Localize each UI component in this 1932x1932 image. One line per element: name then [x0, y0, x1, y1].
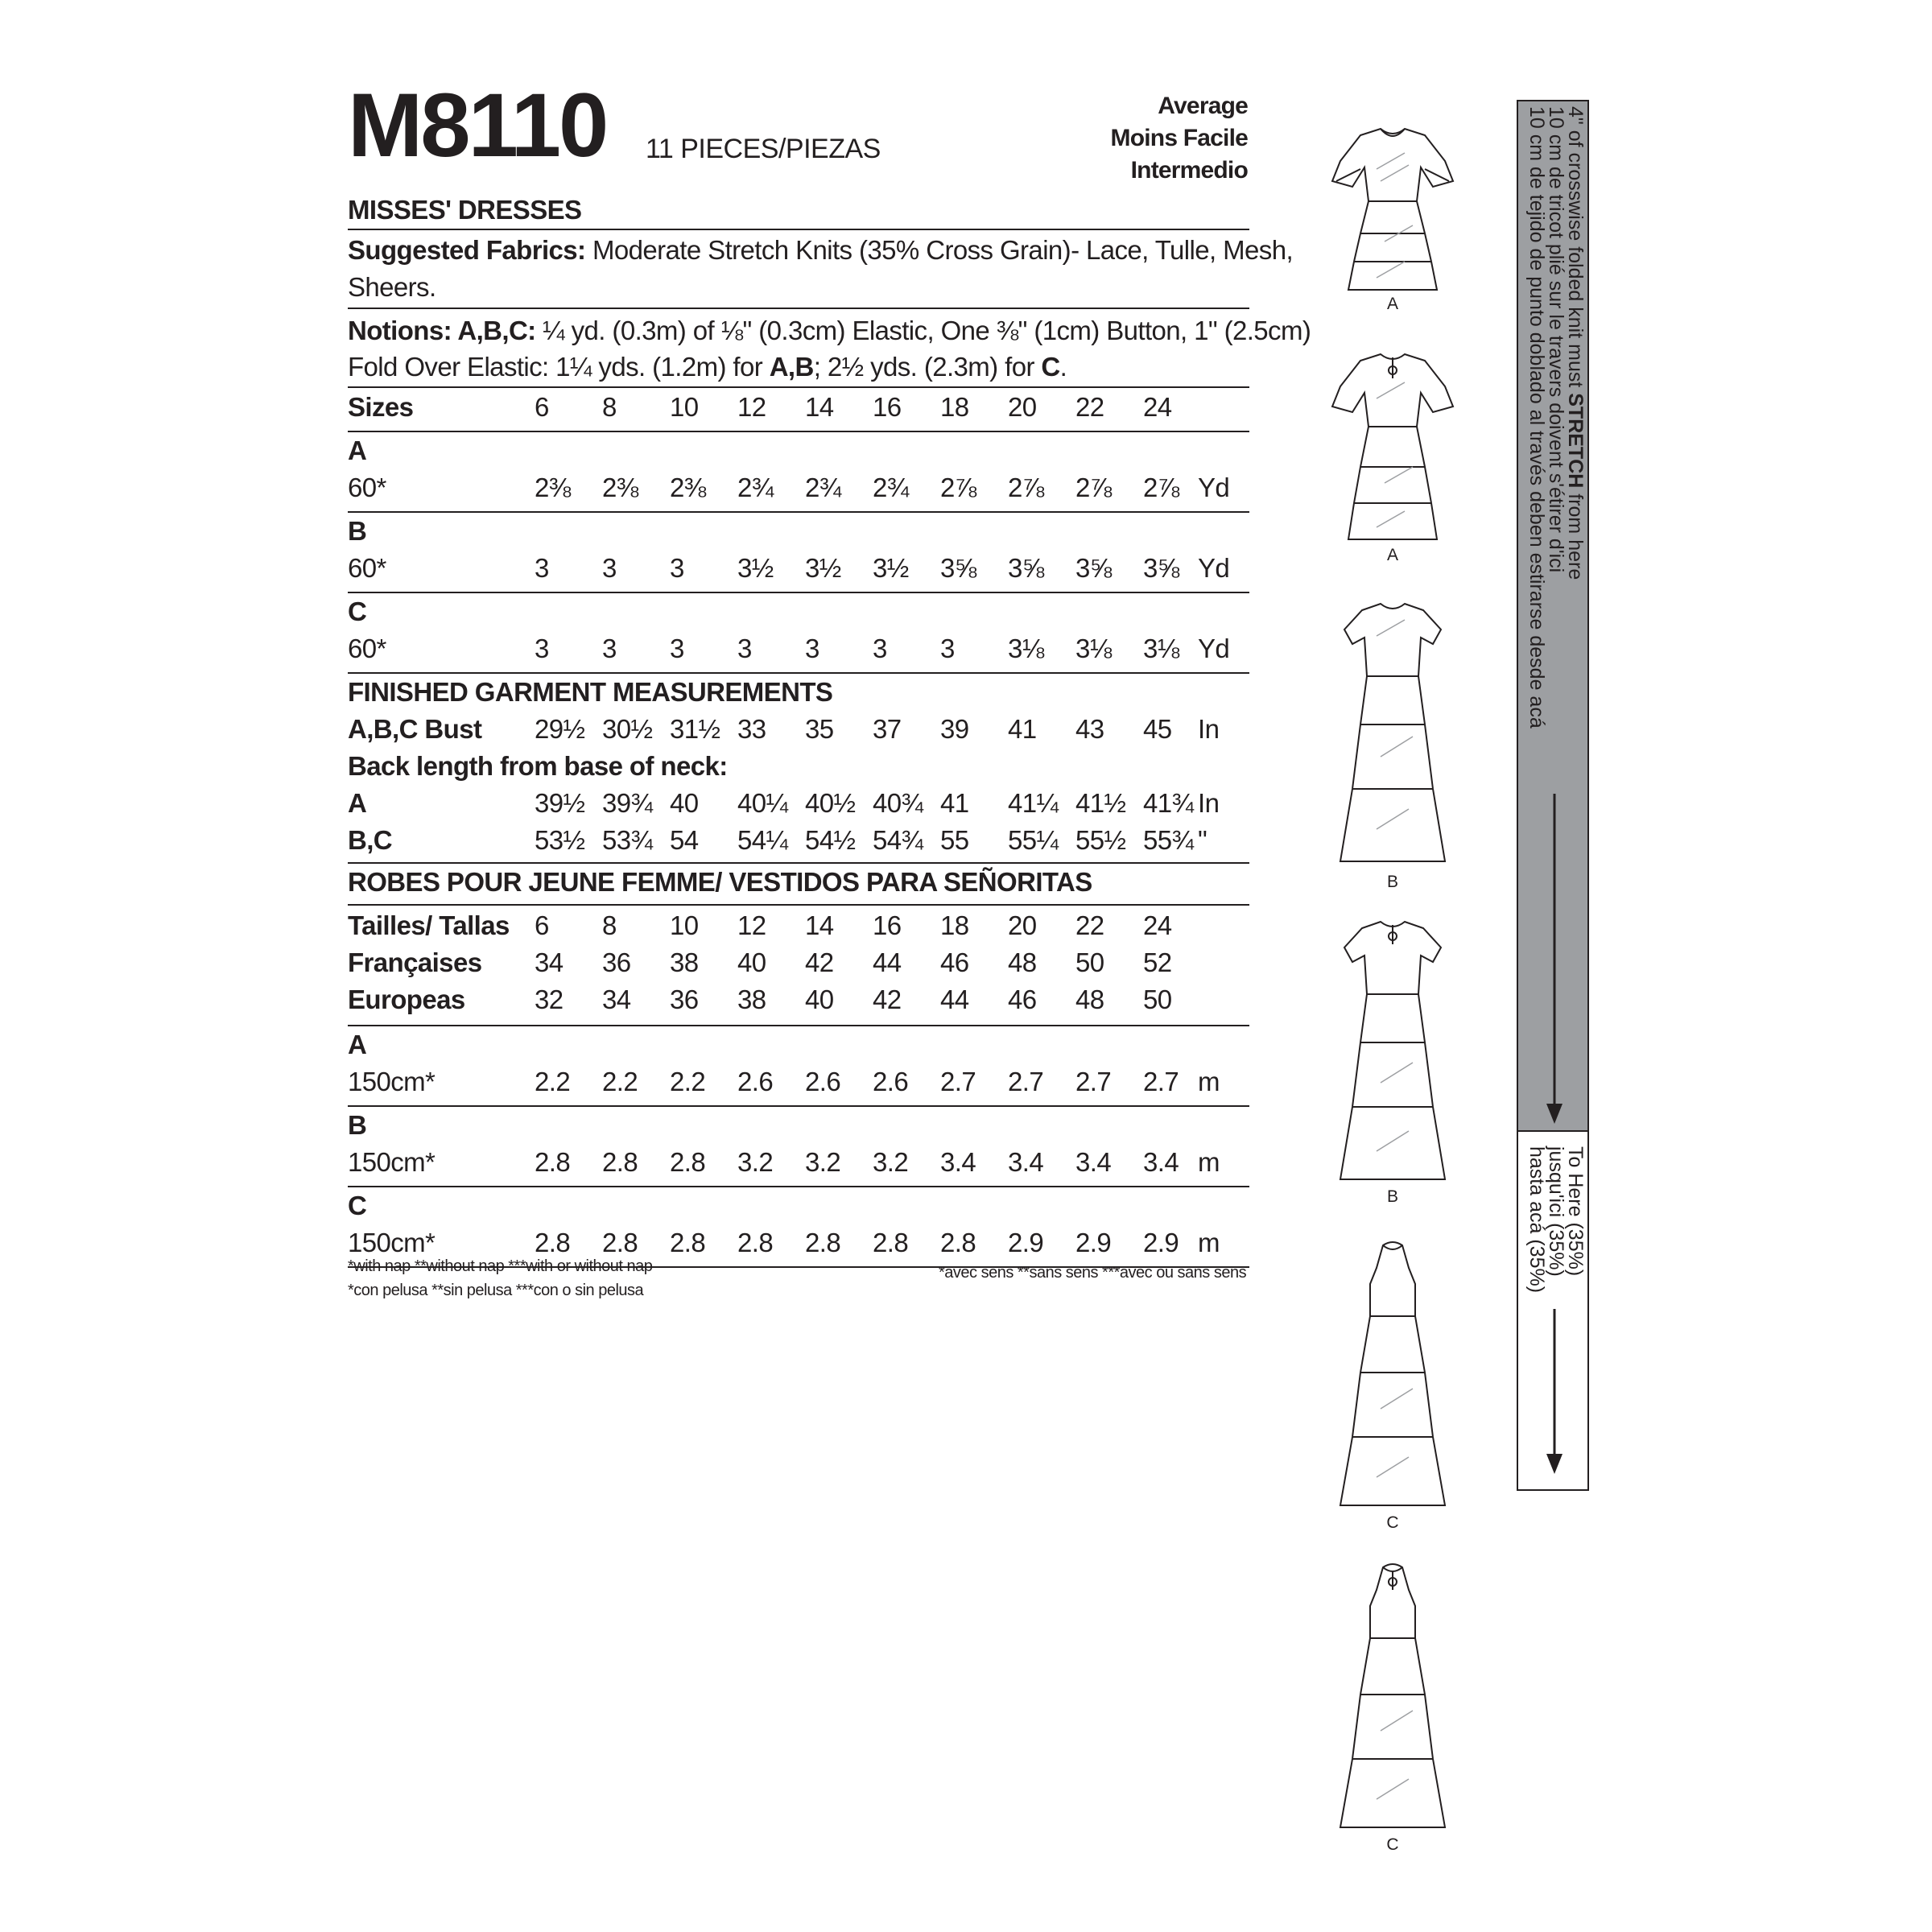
table-cell: 54½ — [805, 825, 856, 855]
view-label: B — [348, 516, 367, 546]
metric-view-a-row — [348, 1067, 1249, 1104]
table-cell: 54 — [670, 825, 699, 855]
table-cell: 2⅜ — [670, 473, 706, 502]
table-cell: 3 — [737, 634, 752, 663]
table-cell: 55½ — [1075, 825, 1126, 855]
dress-illustration-view-b-front — [1312, 596, 1473, 891]
table-cell: 14 — [805, 392, 834, 422]
pattern-number: M8110 — [348, 75, 607, 175]
view-label: B — [348, 1110, 367, 1140]
table-cell: 16 — [873, 392, 902, 422]
table-cell: 2.8 — [873, 1228, 909, 1257]
unit-label: In — [1198, 788, 1220, 818]
notions-text-part: . — [1059, 352, 1067, 382]
fabrics-text: Moderate Stretch Knits (35% Cross Grain)- Lace, Tulle, Mesh, — [585, 235, 1294, 265]
table-cell: 41¾ — [1143, 788, 1194, 818]
unit-label: Yd — [1198, 473, 1230, 502]
table-cell: 3½ — [873, 553, 909, 583]
table-cell: 3⅝ — [1143, 553, 1179, 583]
divider — [348, 1186, 1249, 1187]
table-cell: 48 — [1075, 985, 1104, 1014]
table-cell: 34 — [535, 947, 564, 977]
divider — [348, 1105, 1249, 1107]
suggested-fabrics — [348, 235, 1293, 266]
table-cell: 3.2 — [737, 1147, 774, 1177]
sizes-row — [348, 392, 1249, 429]
metric-view-b-row — [348, 1147, 1249, 1184]
table-cell: 2.8 — [670, 1228, 706, 1257]
table-cell: 2.9 — [1143, 1228, 1179, 1257]
footnote-en: *with nap **without nap ***with or without nap — [348, 1257, 653, 1275]
table-cell: 39¾ — [602, 788, 653, 818]
gauge-text-fr: 10 cm de tricot plié sur le travers doivent s'étirer d'ici — [1545, 106, 1567, 573]
stretch-gauge — [1517, 100, 1589, 1491]
notions-views-ab: A,B — [769, 352, 814, 382]
francaises-row — [348, 947, 1249, 985]
table-cell: 22 — [1075, 910, 1104, 940]
table-cell: 3 — [602, 553, 617, 583]
metric-view-c-heading — [348, 1191, 1249, 1228]
table-cell: 3.4 — [1143, 1147, 1179, 1177]
table-cell: 29½ — [535, 714, 585, 744]
footnote-fr: *avec sens **sans sens ***avec ou sans sens — [939, 1264, 1247, 1282]
gauge-bottom-text-en: To Here (35%) — [1564, 1146, 1587, 1277]
suggested-fabrics-cont: Sheers. — [348, 272, 436, 302]
metric-heading — [348, 867, 1249, 904]
table-cell: 41½ — [1075, 788, 1126, 818]
table-cell: 3.4 — [1075, 1147, 1112, 1177]
table-cell: 3⅛ — [1075, 634, 1112, 663]
dress-illustration-view-a-front — [1312, 121, 1473, 313]
back-length-heading — [348, 751, 1249, 788]
table-cell: 12 — [737, 392, 766, 422]
table-cell: 38 — [737, 985, 766, 1014]
table-cell: 40¾ — [873, 788, 923, 818]
notions-label: Notions: A,B,C: — [348, 316, 536, 345]
table-cell: 41 — [940, 788, 969, 818]
table-cell: 41 — [1008, 714, 1037, 744]
table-cell: 3⅝ — [1075, 553, 1112, 583]
table-cell: 2⅞ — [1075, 473, 1112, 502]
metric-heading-text: ROBES POUR JEUNE FEMME/ VESTIDOS PARA SEÑORITAS — [348, 867, 1092, 897]
view-label-b-back: B — [1386, 1187, 1398, 1206]
table-cell: 34 — [602, 985, 631, 1014]
table-cell: 2.8 — [805, 1228, 841, 1257]
table-cell: 2.8 — [737, 1228, 774, 1257]
table-cell: 3⅛ — [1143, 634, 1179, 663]
table-cell: 2.8 — [940, 1228, 976, 1257]
row-label: A,B,C Bust — [348, 714, 482, 744]
gauge-text-es: 10 cm de tejido de punto doblado al través deben estirarse desde acá — [1525, 106, 1548, 729]
table-cell: 20 — [1008, 392, 1037, 422]
table-cell: 2.9 — [1008, 1228, 1044, 1257]
unit-label: Yd — [1198, 634, 1230, 663]
table-cell: 48 — [1008, 947, 1037, 977]
table-cell: 3 — [873, 634, 887, 663]
view-c-yardage-row — [348, 634, 1249, 671]
dress-a-drawing — [1312, 121, 1473, 298]
view-c-heading — [348, 597, 1249, 634]
gauge-bottom-text-fr: jusqu'ici (35%) — [1545, 1146, 1567, 1277]
table-cell: 3 — [940, 634, 955, 663]
table-cell: 44 — [940, 985, 969, 1014]
row-label: 150cm* — [348, 1067, 436, 1096]
dress-b-drawing — [1312, 596, 1473, 869]
table-cell: 2⅜ — [535, 473, 571, 502]
table-cell: 3½ — [805, 553, 841, 583]
dress-a-back-drawing — [1312, 346, 1473, 547]
footnote-es: *con pelusa **sin pelusa ***con o sin pelusa — [348, 1282, 644, 1299]
gauge-text-part: 4" of crosswise folded knit must — [1564, 106, 1587, 394]
europeas-row — [348, 985, 1249, 1022]
table-cell: 30½ — [602, 714, 653, 744]
dress-illustration-view-c-back — [1312, 1558, 1473, 1854]
notions-text-part: ; 2½ yds. (2.3m) for — [813, 352, 1042, 382]
table-cell: 50 — [1075, 947, 1104, 977]
table-cell: 2.2 — [535, 1067, 571, 1096]
table-cell: 2.6 — [873, 1067, 909, 1096]
view-a-yardage-row — [348, 473, 1249, 510]
table-cell: 38 — [670, 947, 699, 977]
table-cell: 2⅜ — [602, 473, 638, 502]
unit-label: m — [1198, 1228, 1220, 1257]
divider — [348, 229, 1249, 230]
table-cell: 55¼ — [1008, 825, 1059, 855]
view-label-b: B — [1386, 873, 1398, 891]
gauge-stretch-word: STRETCH — [1564, 393, 1587, 489]
table-cell: 2.2 — [670, 1067, 706, 1096]
notions-cont — [348, 352, 1067, 382]
divider — [348, 308, 1249, 309]
dress-illustration-view-b-back — [1312, 914, 1473, 1206]
table-cell: 3⅝ — [1008, 553, 1044, 583]
dress-b-back-drawing — [1312, 914, 1473, 1187]
table-cell: 35 — [805, 714, 834, 744]
metric-view-a-heading — [348, 1030, 1249, 1067]
table-cell: 42 — [805, 947, 834, 977]
divider — [348, 862, 1249, 864]
row-label: 150cm* — [348, 1147, 436, 1177]
row-label: Europeas — [348, 985, 465, 1014]
fabrics-label: Suggested Fabrics: — [348, 235, 586, 265]
table-cell: 3 — [535, 553, 549, 583]
gauge-text-part: from here — [1564, 488, 1587, 580]
back-length-label: Back length from base of neck: — [348, 751, 728, 781]
back-length-a-row — [348, 788, 1249, 825]
row-label: 60* — [348, 473, 386, 502]
notions-text: ¼ yd. (0.3m) of ⅛" (0.3cm) Elastic, One ⅜" (1cm) Button, 1" (2.5cm) — [535, 316, 1311, 345]
table-cell: 2⅞ — [1008, 473, 1044, 502]
table-cell: 8 — [602, 910, 617, 940]
table-cell: 2.8 — [535, 1228, 571, 1257]
unit-label: m — [1198, 1067, 1220, 1096]
dress-illustration-view-c-front — [1312, 1236, 1473, 1532]
bust-row — [348, 714, 1249, 751]
difficulty-es: Intermedio — [1130, 157, 1248, 184]
view-label: C — [348, 597, 367, 626]
table-cell: 3⅝ — [940, 553, 976, 583]
view-label: A — [348, 1030, 367, 1059]
notions-view-c: C — [1041, 352, 1060, 382]
table-cell: 2.7 — [1008, 1067, 1044, 1096]
unit-label: m — [1198, 1147, 1220, 1177]
table-cell: 33 — [737, 714, 766, 744]
view-b-yardage-row — [348, 553, 1249, 590]
table-cell: 2.8 — [602, 1147, 638, 1177]
unit-label: In — [1198, 714, 1220, 744]
row-label: 150cm* — [348, 1228, 436, 1257]
table-cell: 2.8 — [670, 1147, 706, 1177]
difficulty-rating — [1046, 90, 1248, 187]
table-cell: 3 — [602, 634, 617, 663]
table-cell: 3 — [670, 634, 684, 663]
divider — [348, 1025, 1249, 1026]
tailles-row — [348, 910, 1249, 947]
table-cell: 22 — [1075, 392, 1104, 422]
table-cell: 2¾ — [737, 473, 774, 502]
table-cell: 39½ — [535, 788, 585, 818]
unit-label: Yd — [1198, 553, 1230, 583]
piece-count: 11 PIECES/PIEZAS — [646, 134, 881, 164]
table-cell: 2⅞ — [940, 473, 976, 502]
dress-c-back-drawing — [1312, 1558, 1473, 1835]
table-cell: 40½ — [805, 788, 856, 818]
table-cell: 2.7 — [1143, 1067, 1179, 1096]
view-a-heading — [348, 436, 1249, 473]
table-cell: 8 — [602, 392, 617, 422]
table-cell: 18 — [940, 910, 969, 940]
table-cell: 3½ — [737, 553, 774, 583]
table-cell: 2.9 — [1075, 1228, 1112, 1257]
view-b-heading — [348, 516, 1249, 553]
table-cell: 3 — [805, 634, 819, 663]
table-cell: 2¾ — [805, 473, 841, 502]
table-cell: 36 — [670, 985, 699, 1014]
difficulty-en: Average — [1158, 93, 1248, 119]
table-cell: 54¾ — [873, 825, 923, 855]
table-cell: 54¼ — [737, 825, 788, 855]
view-label-c-back: C — [1386, 1835, 1399, 1854]
divider — [348, 386, 1249, 388]
table-cell: 3.2 — [805, 1147, 841, 1177]
table-cell: 37 — [873, 714, 902, 744]
metric-view-b-heading — [348, 1110, 1249, 1147]
table-cell: 42 — [873, 985, 902, 1014]
divider — [348, 511, 1249, 513]
view-label-a-back: A — [1386, 546, 1398, 564]
divider — [348, 672, 1249, 674]
table-cell: 40 — [805, 985, 834, 1014]
table-cell: 55¾ — [1143, 825, 1194, 855]
divider — [348, 592, 1249, 593]
table-cell: 40¼ — [737, 788, 788, 818]
table-cell: 14 — [805, 910, 834, 940]
notions-text-part: Fold Over Elastic: 1¼ yds. (1.2m) for — [348, 352, 770, 382]
table-cell: 2.7 — [1075, 1067, 1112, 1096]
table-cell: 16 — [873, 910, 902, 940]
table-cell: 6 — [535, 392, 549, 422]
row-label: Sizes — [348, 392, 414, 422]
table-cell: 2¾ — [873, 473, 909, 502]
table-cell: 10 — [670, 910, 699, 940]
table-cell: 3.4 — [940, 1147, 976, 1177]
back-length-bc-row — [348, 825, 1249, 862]
difficulty-fr: Moins Facile — [1110, 125, 1248, 151]
table-cell: 39 — [940, 714, 969, 744]
imperial-yardage-table — [348, 392, 1249, 1268]
section-heading-misses-dresses: MISSES' DRESSES — [348, 195, 582, 225]
notions — [348, 316, 1311, 346]
table-cell: 3.4 — [1008, 1147, 1044, 1177]
table-cell: 41¼ — [1008, 788, 1059, 818]
table-cell: 32 — [535, 985, 564, 1014]
divider — [348, 904, 1249, 906]
table-cell: 36 — [602, 947, 631, 977]
table-cell: 20 — [1008, 910, 1037, 940]
table-cell: 3.2 — [873, 1147, 909, 1177]
table-cell: 12 — [737, 910, 766, 940]
row-label: 60* — [348, 553, 386, 583]
view-label-a: A — [1386, 295, 1398, 313]
table-cell: 18 — [940, 392, 969, 422]
gauge-text-en — [1565, 106, 1586, 580]
table-cell: 2⅞ — [1143, 473, 1179, 502]
arrow-down-icon — [1542, 1309, 1567, 1486]
finished-heading — [348, 677, 1249, 714]
row-label: 60* — [348, 634, 386, 663]
row-label: B,C — [348, 825, 393, 855]
table-cell: 2.8 — [602, 1228, 638, 1257]
table-cell: 24 — [1143, 910, 1172, 940]
table-cell: 46 — [940, 947, 969, 977]
table-cell: 50 — [1143, 985, 1172, 1014]
table-cell: 43 — [1075, 714, 1104, 744]
row-label: A — [348, 788, 367, 818]
table-cell: 2.8 — [535, 1147, 571, 1177]
table-cell: 40 — [670, 788, 699, 818]
arrow-down-icon — [1542, 794, 1567, 1132]
table-cell: 53¾ — [602, 825, 653, 855]
table-cell: 53½ — [535, 825, 585, 855]
divider — [348, 431, 1249, 432]
table-cell: 6 — [535, 910, 549, 940]
table-cell: 24 — [1143, 392, 1172, 422]
view-label: A — [348, 436, 367, 465]
table-cell: 40 — [737, 947, 766, 977]
table-cell: 3 — [535, 634, 549, 663]
view-label: C — [348, 1191, 367, 1220]
unit-label: " — [1198, 825, 1208, 855]
table-cell: 3⅛ — [1008, 634, 1044, 663]
dress-c-drawing — [1312, 1236, 1473, 1513]
table-cell: 55 — [940, 825, 969, 855]
table-cell: 2.6 — [737, 1067, 774, 1096]
table-cell: 52 — [1143, 947, 1172, 977]
row-label: Tailles/ Tallas — [348, 910, 510, 940]
table-cell: 2.7 — [940, 1067, 976, 1096]
table-cell: 2.6 — [805, 1067, 841, 1096]
finished-heading-text: FINISHED GARMENT MEASUREMENTS — [348, 677, 833, 707]
row-label: Françaises — [348, 947, 482, 977]
dress-illustration-view-a-back — [1312, 346, 1473, 564]
view-label-c: C — [1386, 1513, 1399, 1532]
table-cell: 46 — [1008, 985, 1037, 1014]
table-cell: 44 — [873, 947, 902, 977]
table-cell: 2.2 — [602, 1067, 638, 1096]
gauge-bottom-text-es: hasta acá (35%) — [1525, 1146, 1548, 1294]
table-cell: 10 — [670, 392, 699, 422]
table-cell: 45 — [1143, 714, 1172, 744]
table-cell: 31½ — [670, 714, 720, 744]
table-cell: 3 — [670, 553, 684, 583]
